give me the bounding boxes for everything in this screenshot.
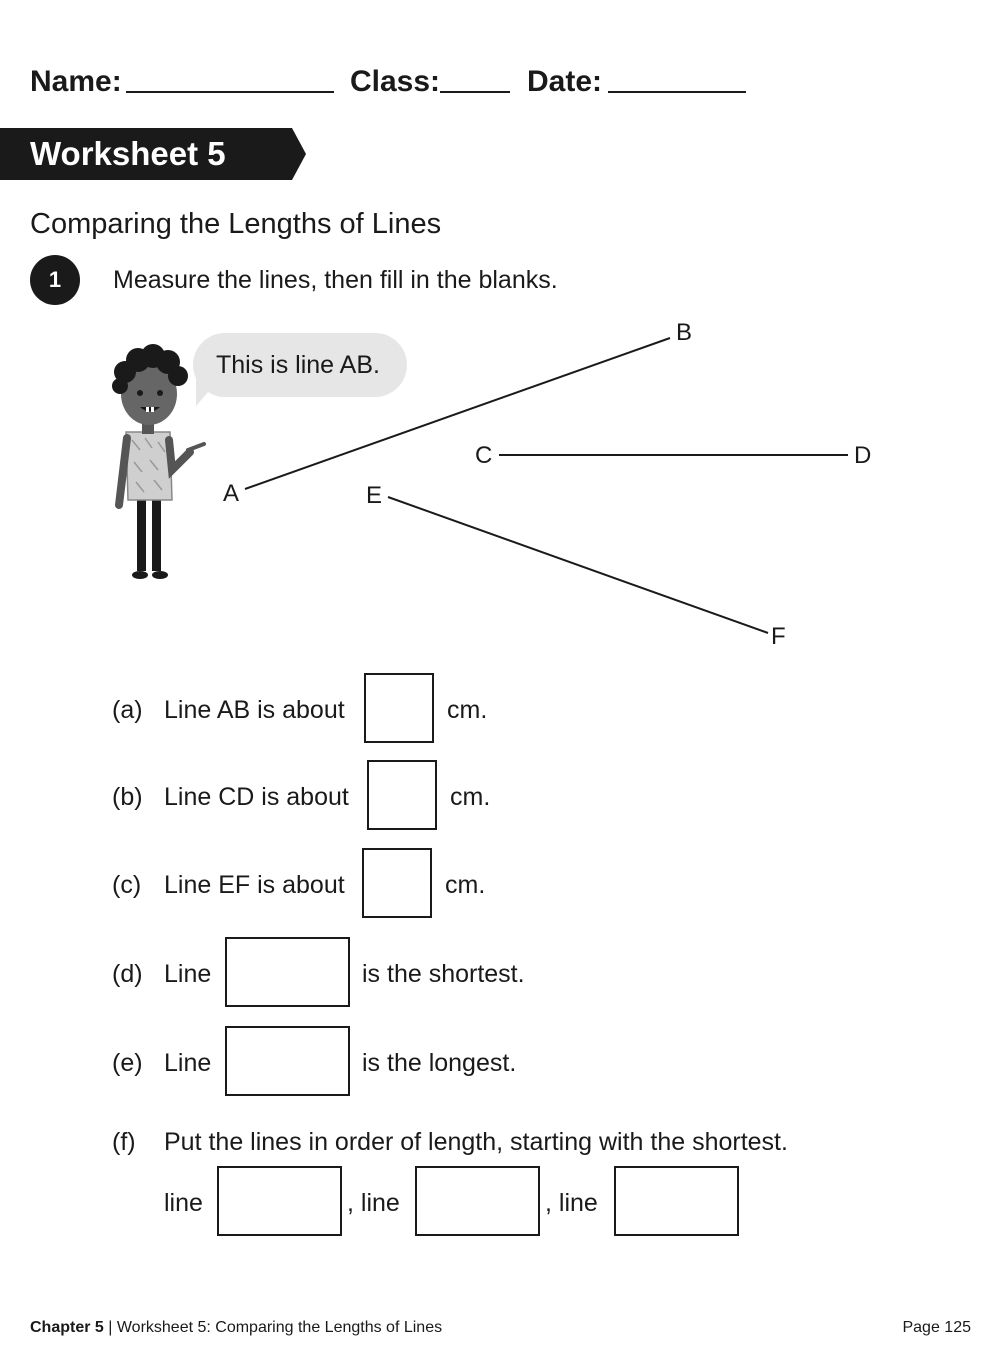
part-d-text: Line [164, 960, 212, 988]
worksheet-title: Worksheet 5 [30, 135, 226, 172]
point-label-a: A [223, 480, 240, 507]
answer-box-order-2[interactable] [415, 1166, 540, 1236]
order-word-2: , line [347, 1189, 400, 1217]
date-field[interactable] [608, 91, 746, 93]
part-b-unit: cm. [450, 783, 491, 811]
question-instruction: Measure the lines, then fill in the blanks. [113, 266, 558, 294]
question-number: 1 [48, 267, 62, 292]
footer-page-number: Page 125 [902, 1319, 971, 1336]
part-a-text: Line AB is about [164, 696, 345, 724]
point-label-f: F [771, 623, 786, 650]
class-label: Class: [350, 65, 441, 98]
point-label-c: C [475, 442, 493, 469]
part-d-suffix: is the shortest. [362, 960, 525, 988]
order-word-1: line [164, 1189, 203, 1217]
answer-box-shortest-line[interactable] [225, 937, 350, 1007]
answer-box-ef-length[interactable] [362, 848, 432, 918]
question-number-badge [30, 255, 80, 305]
answer-box-ab-length[interactable] [364, 673, 434, 743]
part-e-text: Line [164, 1049, 212, 1077]
name-label: Name: [30, 65, 122, 98]
lines-diagram [0, 300, 986, 660]
part-b-text: Line CD is about [164, 783, 349, 811]
part-b-marker: (b) [112, 783, 143, 811]
part-d-marker: (d) [112, 960, 143, 988]
part-e-suffix: is the longest. [362, 1049, 517, 1077]
answer-box-cd-length[interactable] [367, 760, 437, 830]
part-f-text: Put the lines in order of length, starting with the shortest. [164, 1128, 788, 1156]
point-label-b: B [676, 319, 693, 346]
section-title: Comparing the Lengths of Lines [30, 208, 442, 240]
part-f-marker: (f) [112, 1128, 136, 1156]
answer-box-longest-line[interactable] [225, 1026, 350, 1096]
speech-text: This is line AB. [216, 351, 380, 379]
boy-character-illustration [112, 344, 204, 579]
footer-separator: | [108, 1319, 113, 1336]
footer-left [30, 1318, 442, 1338]
order-word-3: , line [545, 1189, 598, 1217]
part-e-marker: (e) [112, 1049, 143, 1077]
class-field[interactable] [440, 91, 510, 93]
answer-box-order-1[interactable] [217, 1166, 342, 1236]
part-c-text: Line EF is about [164, 871, 345, 899]
answer-box-order-3[interactable] [614, 1166, 739, 1236]
part-c-marker: (c) [112, 871, 142, 899]
part-a-marker: (a) [112, 696, 143, 724]
date-label: Date: [527, 65, 603, 98]
line-ef [388, 497, 768, 633]
part-a-unit: cm. [447, 696, 488, 724]
point-label-d: D [854, 442, 872, 469]
name-field[interactable] [126, 91, 334, 93]
part-c-unit: cm. [445, 871, 486, 899]
footer-chapter: Chapter 5 [30, 1319, 104, 1336]
footer-title: Worksheet 5: Comparing the Lengths of Lines [116, 1319, 443, 1336]
point-label-e: E [366, 482, 383, 509]
